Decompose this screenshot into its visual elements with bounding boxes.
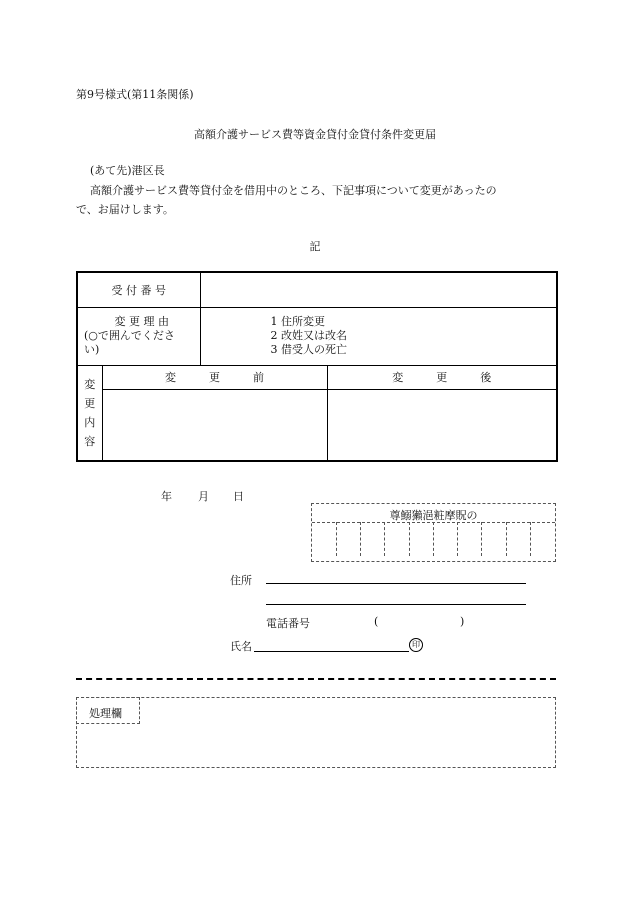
receipt-number-field[interactable] bbox=[200, 272, 557, 307]
name-line[interactable] bbox=[254, 651, 409, 652]
body-line-1: 高額介護サービス費等貸付金を借用中のところ、下記事項について変更があったの bbox=[90, 184, 497, 197]
reason-option[interactable]: 1 住所変更 bbox=[270, 315, 325, 328]
number-entry-box bbox=[311, 503, 556, 562]
contents-label-char: 内 bbox=[84, 415, 96, 429]
processing-label-box bbox=[76, 697, 140, 724]
contents-label-char: 変 bbox=[84, 377, 96, 391]
form-title: 高額介護サービス費等資金貸付金貸付条件変更届 bbox=[194, 128, 436, 141]
before-header: 変 更 前 bbox=[102, 365, 327, 389]
name-label: 氏名 bbox=[230, 640, 252, 653]
receipt-number-label-cell bbox=[77, 272, 200, 307]
cut-line bbox=[76, 678, 556, 680]
contents-label-char: 更 bbox=[84, 396, 96, 410]
reason-label-cell bbox=[77, 307, 200, 365]
reason-label-3: い) bbox=[84, 343, 100, 356]
before-field[interactable] bbox=[102, 389, 327, 461]
phone-label: 電話番号 bbox=[266, 617, 310, 630]
phone-close-paren: ) bbox=[460, 615, 465, 628]
date-year: 年 bbox=[161, 490, 172, 503]
date-month: 月 bbox=[198, 490, 209, 503]
receipt-number-label: 受 付 番 号 bbox=[111, 283, 166, 297]
phone-open-paren: ( bbox=[374, 615, 379, 628]
reason-option[interactable]: 3 借受人の死亡 bbox=[270, 343, 347, 356]
body-line-2: で、お届けします。 bbox=[76, 203, 174, 216]
address-line-1[interactable] bbox=[266, 583, 526, 584]
contents-label-cell bbox=[77, 365, 102, 461]
change-table bbox=[76, 271, 558, 462]
address-label: 住所 bbox=[230, 574, 252, 587]
reason-option[interactable]: 2 改姓又は改名 bbox=[270, 329, 347, 342]
seal-icon: 印 bbox=[409, 638, 423, 652]
address-line-2[interactable] bbox=[266, 604, 526, 605]
reason-label-2: (○で囲んでくださ bbox=[84, 329, 175, 342]
addressee: (あて先)港区長 bbox=[90, 164, 165, 177]
seal-mark bbox=[409, 638, 423, 652]
reason-options-cell[interactable] bbox=[200, 307, 557, 365]
after-field[interactable] bbox=[327, 389, 557, 461]
after-header: 変 更 後 bbox=[327, 365, 557, 389]
date-day: 日 bbox=[233, 490, 244, 503]
contents-label-char: 容 bbox=[84, 434, 96, 448]
form-number: 第9号様式(第11条関係) bbox=[76, 88, 194, 101]
reason-label-1: 変 更 理 由 bbox=[114, 315, 169, 328]
processing-label: 処理欄 bbox=[89, 707, 122, 720]
number-box-label: 尊鰯獺浥粧摩貺の bbox=[389, 509, 478, 522]
processing-box bbox=[76, 697, 556, 768]
ki-heading: 記 bbox=[309, 240, 321, 253]
